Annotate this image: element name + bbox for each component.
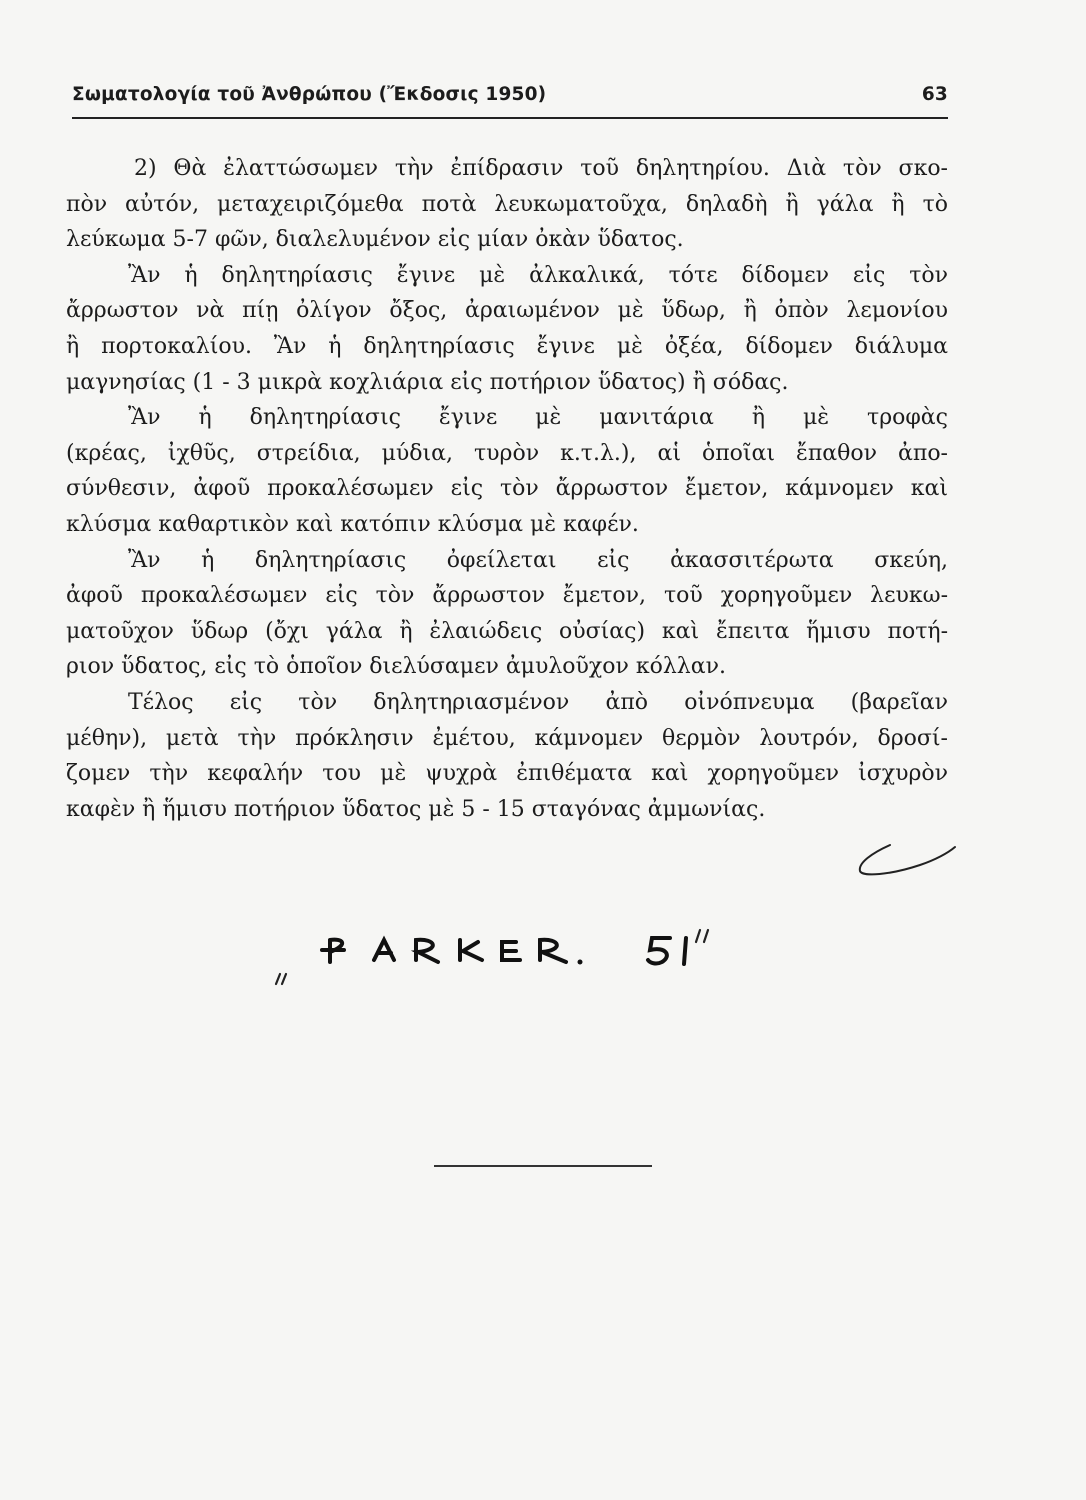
- text-line: Τέλος εἰς τὸν δηλητηριασμένον ἀπὸ οἰνόπνευμα (βαρεῖαν: [128, 689, 948, 715]
- text-line: μέθην), μετὰ τὴν πρόκλησιν ἐμέτου, κάμνομεν θερμὸν λουτρόν, δροσί-: [66, 725, 948, 751]
- text-line: πὸν αὐτόν, μεταχειριζόμεθα ποτὰ λευκωματοῦχα, δηλαδὴ ἢ γάλα ἢ τὸ: [66, 191, 948, 217]
- running-head-title: Σωματολογία τοῦ Ἀνθρώπου (Ἔκδοσις 1950): [72, 84, 547, 105]
- text-line: ἢ πορτοκαλίου. Ἂν ἡ δηλητηρίασις ἔγινε μὲ ὀξέα, δίδομεν διάλυμα: [66, 333, 948, 359]
- text-line: (κρέας, ἰχθῦς, στρείδια, μύδια, τυρὸν κ.τ.λ.), αἱ ὁποῖαι ἔπαθον ἀπο-: [66, 440, 948, 466]
- text-line: σύνθεσιν, ἀφοῦ προκαλέσωμεν εἰς τὸν ἄρρωστον ἔμετον, κάμνομεν καὶ: [66, 476, 948, 502]
- text-line: ἀφοῦ προκαλέσωμεν εἰς τὸν ἄρρωστον ἔμετον, τοῦ χορηγοῦμεν λευκω-: [66, 583, 948, 609]
- handwritten-signature: [270, 922, 790, 992]
- text-line: Ἂν ἡ δηλητηρίασις ἔγινε μὲ μανιτάρια ἢ μὲ τροφὰς: [128, 405, 948, 431]
- text-line: καφὲν ἢ ἥμισυ ποτήριον ὕδατος μὲ 5 - 15 σταγόνας ἀμμωνίας.: [66, 796, 766, 822]
- page-number: 63: [921, 84, 948, 105]
- text-line: ριον ὕδατος, εἰς τὸ ὁποῖον διελύσαμεν ἀμυλοῦχον κόλλαν.: [66, 654, 726, 680]
- text-line: ματοῦχον ὕδωρ (ὄχι γάλα ἢ ἐλαιώδεις οὐσίας) καὶ ἔπειτα ἥμισυ ποτή-: [66, 618, 948, 644]
- text-line: Ἂν ἡ δηλητηρίασις ὀφείλεται εἰς ἀκασσιτέρωτα σκεύη,: [128, 547, 948, 573]
- text-line: ζομεν τὴν κεφαλήν του μὲ ψυχρὰ ἐπιθέματα καὶ χορηγοῦμεν ἰσχυρὸν: [66, 761, 948, 787]
- text-line: λεύκωμα 5-7 φῶν, διαλελυμένον εἰς μίαν ὀκὰν ὕδατος.: [66, 227, 684, 253]
- text-line: μαγνησίας (1 - 3 μικρὰ κοχλιάρια εἰς ποτήριον ὕδατος) ἢ σόδας.: [66, 369, 789, 395]
- closing-rule: [434, 1165, 652, 1167]
- text-line: ἄρρωστον νὰ πίῃ ὀλίγον ὄξος, ἀραιωμένον μὲ ὕδωρ, ἢ ὀπὸν λεμονίου: [66, 298, 948, 324]
- pen-stroke-mark: [850, 835, 960, 885]
- header-rule: [72, 117, 948, 119]
- running-head: [72, 84, 948, 105]
- text-line: 2) Θὰ ἐλαττώσωμεν τὴν ἐπίδρασιν τοῦ δηλητηρίου. Διὰ τὸν σκο-: [134, 156, 948, 181]
- text-line: Ἂν ἡ δηλητηρίασις ἔγινε μὲ ἀλκαλικά, τότε δίδομεν εἰς τὸν: [128, 262, 948, 288]
- text-line: κλύσμα καθαρτικὸν καὶ κατόπιν κλύσμα μὲ καφέν.: [66, 511, 639, 537]
- body-text: [66, 151, 948, 827]
